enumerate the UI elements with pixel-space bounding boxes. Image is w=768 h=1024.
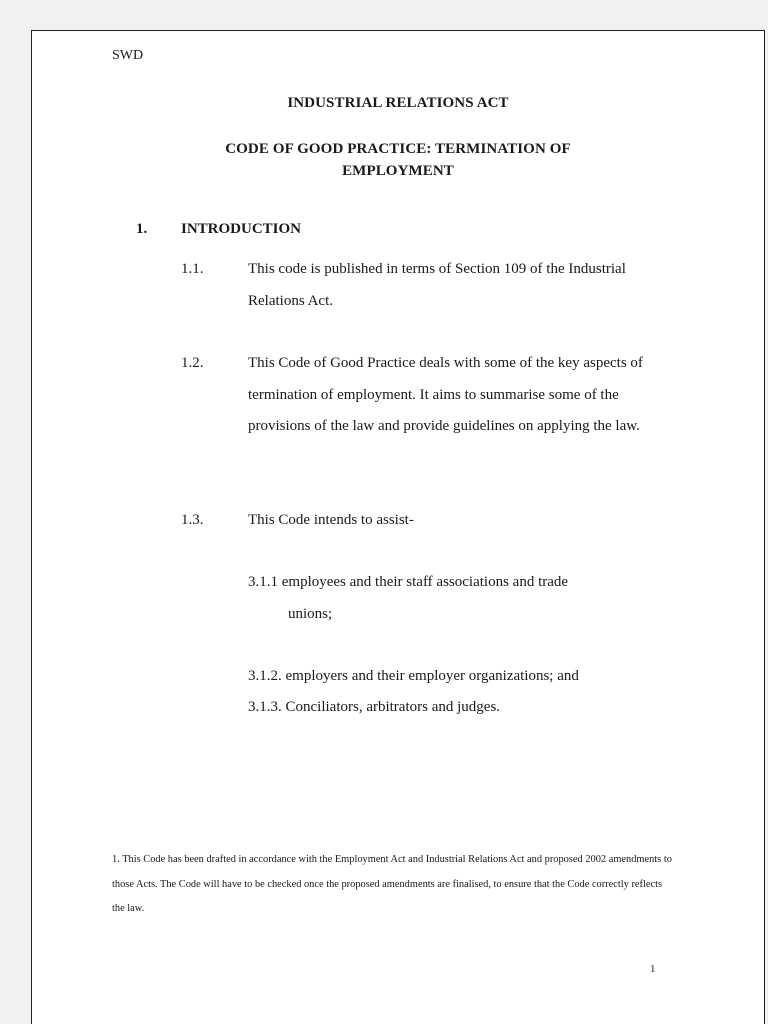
act-title: INDUSTRIAL RELATIONS ACT [287,95,509,111]
section-number: 1. [136,221,148,237]
page-number: 1 [650,963,656,975]
footnote: 1. This Code has been drafted in accordance with the Employment Act and Industrial Relations Act and proposed 2002 amendments to those Acts. The Code will have to be checked once the proposed amendments are finalised, to ensure that the Code correctly reflects the law. [112,854,672,914]
paragraph-number: 1.2. [181,355,204,371]
paragraph-text: This Code of Good Practice deals with some of the key aspects of termination of employment. It aims to summarise some of the provisions of the law and provide guidelines on applying the law. [248,355,643,434]
code-title-line-1: CODE OF GOOD PRACTICE: TERMINATION OF [225,141,571,157]
list-item: 3.1.2. employers and their employer organizations; and [248,668,579,684]
paragraph-text: This Code intends to assist- [248,512,414,528]
paragraph-text: This code is published in terms of Section 109 of the Industrial Relations Act. [248,261,626,309]
code-title [32,138,764,182]
list-item: 3.1.3. Conciliators, arbitrators and judges. [248,699,501,715]
code-title-line-2: EMPLOYMENT [342,163,454,179]
section-title: INTRODUCTION [181,221,302,237]
document-code: SWD [112,48,144,63]
document-page [31,30,765,1024]
paragraph-number: 1.3. [181,512,204,528]
list-item-continuation: unions; [288,606,333,622]
list-item: 3.1.1 employees and their staff associations and trade [248,574,569,590]
paragraph-number: 1.1. [181,261,204,277]
